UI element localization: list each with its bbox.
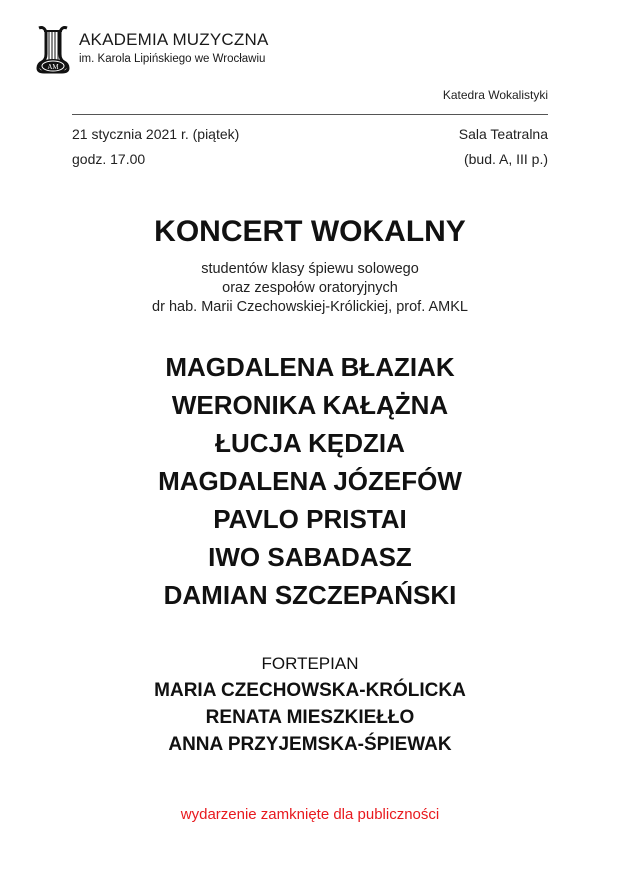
performer-name: DAMIAN SZCZEPAŃSKI: [163, 580, 457, 610]
performer-name: MAGDALENA JÓZEFÓW: [158, 466, 462, 496]
department-label: Katedra Wokalistyki: [442, 88, 548, 102]
subtitle-line: oraz zespołów oratoryjnych: [222, 280, 398, 296]
concert-title: KONCERT WOKALNY: [154, 215, 466, 248]
performer-name: PAVLO PRISTAI: [213, 504, 407, 534]
closed-event-notice: wydarzenie zamknięte dla publiczności: [180, 806, 440, 823]
pianist-name: ANNA PRZYJEMSKA-ŚPIEWAK: [168, 734, 452, 755]
event-venue-detail: (bud. A, III p.): [463, 151, 548, 167]
pianist-name: RENATA MIESZKIEŁŁO: [205, 707, 415, 728]
svg-text:AM: AM: [47, 63, 59, 71]
lyre-logo-icon: [36, 24, 70, 74]
performer-name: ŁUCJA KĘDZIA: [215, 428, 405, 458]
performer-name: WERONIKA KAŁĄŻNA: [171, 390, 449, 420]
pianist-name: MARIA CZECHOWSKA-KRÓLICKA: [154, 680, 466, 701]
subtitle-line: studentów klasy śpiewu solowego: [201, 261, 419, 277]
institution-name: AKADEMIA MUZYCZNA: [79, 30, 269, 49]
event-time: godz. 17.00: [72, 151, 146, 167]
performer-name: MAGDALENA BŁAZIAK: [165, 352, 455, 382]
header-divider: [72, 114, 548, 115]
event-date: 21 stycznia 2021 r. (piątek): [72, 126, 240, 142]
performer-name: IWO SABADASZ: [208, 542, 412, 572]
institution-subtitle: im. Karola Lipińskiego we Wrocławiu: [79, 53, 266, 65]
event-venue: Sala Teatralna: [458, 126, 548, 142]
subtitle-line: dr hab. Marii Czechowskiej-Królickiej, prof. AMKL: [152, 299, 468, 315]
piano-label: FORTEPIAN: [261, 654, 359, 673]
